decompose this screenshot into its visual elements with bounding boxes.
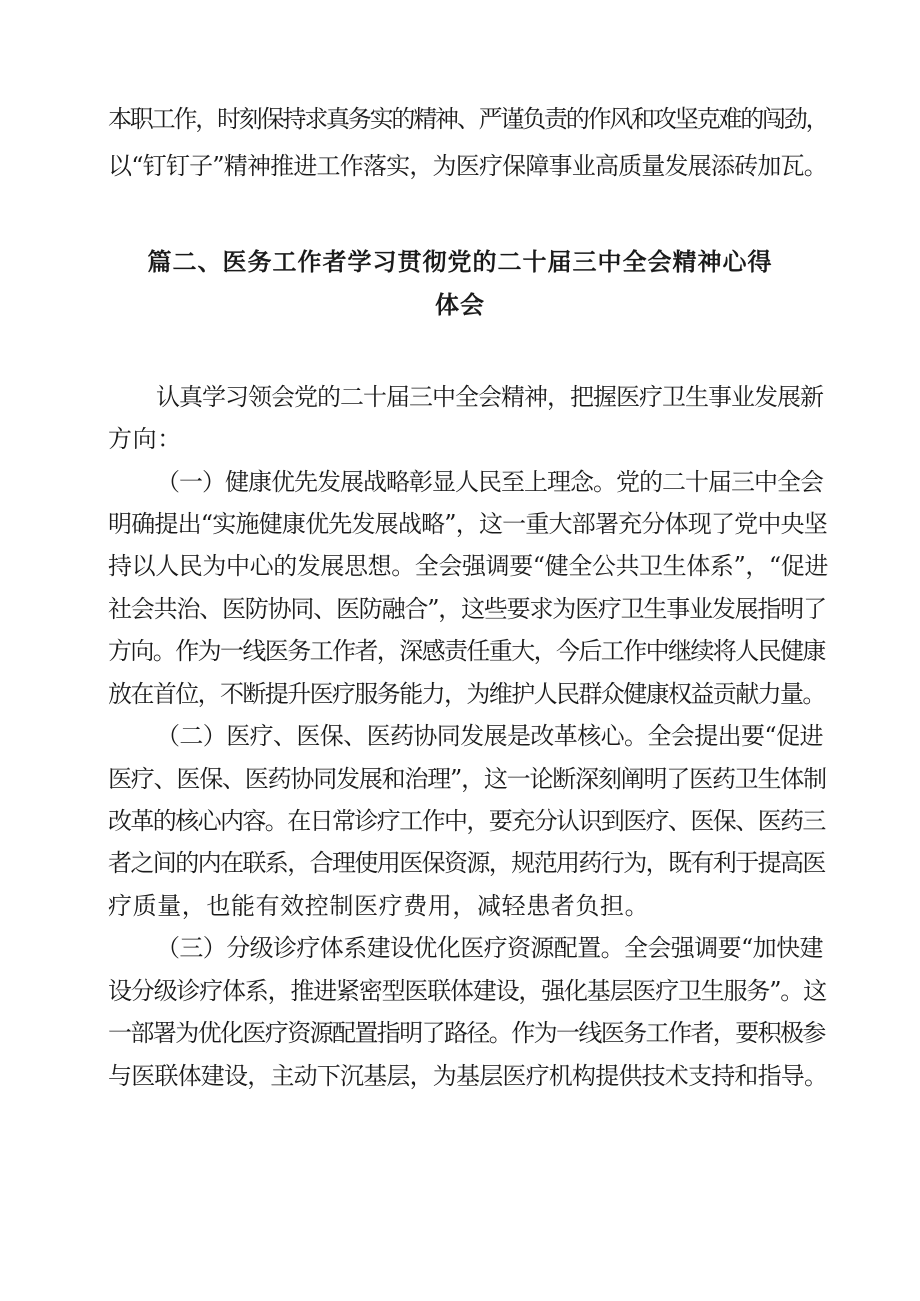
text-line: 明确提出“实施健康优先发展战略”，这一重大部署充分体现了党中央坚 (108, 510, 827, 538)
text-line: （三）分级诊疗体系建设优化医疗资源配置。全会强调要“加快建 (156, 934, 823, 962)
text-line: 者之间的内在联系，合理使用医保资源，规范用药行为，既有利于提高医 (108, 849, 825, 877)
text-line: （二）医疗、医保、医药协同发展是改革核心。全会提出要“促进 (156, 722, 823, 750)
text-line: 社会共治、医防协同、医防融合”，这些要求为医疗卫生事业发展指明了 (108, 595, 826, 623)
text-line: 设分级诊疗体系，推进紧密型医联体建设，强化基层医疗卫生服务”。这 (108, 977, 826, 1005)
text-line: 医疗、医保、医药协同发展和治理”，这一论断深刻阐明了医药卫生体制 (108, 765, 826, 793)
text-line: 本职工作，时刻保持求真务实的精神、严谨负责的作风和攻坚克难的闯劲， (108, 105, 828, 133)
text-line: 以“钉钉子”精神推进工作落实，为医疗保障事业高质量发展添砖加瓦。 (108, 152, 827, 180)
text-line: 与医联体建设，主动下沉基层，为基层医疗机构提供技术支持和指导。 (108, 1062, 828, 1090)
text-line: 改革的核心内容。在日常诊疗工作中，要充分认识到医疗、医保、医药三 (108, 807, 825, 835)
text-line: 放在首位，不断提升医疗服务能力，为维护人民群众健康权益贡献力量。 (108, 680, 825, 708)
title-line: 体会 (435, 291, 485, 319)
text-line: 方向： (108, 425, 182, 453)
title-line: 篇二、医务工作者学习贯彻党的二十届三中全会精神心得 (147, 248, 773, 276)
text-line: 持以人民为中心的发展思想。全会强调要“健全公共卫生体系”，“促进 (108, 552, 828, 580)
text-line: 一部署为优化医疗资源配置指明了路径。作为一线医务工作者，要积极参 (108, 1019, 825, 1047)
text-line: 认真学习领会党的二十届三中全会精神，把握医疗卫生事业发展新 (156, 383, 823, 411)
text-line: （一）健康优先发展战略彰显人民至上理念。党的二十届三中全会 (156, 468, 823, 496)
text-line: 方向。作为一线医务工作者，深感责任重大，今后工作中继续将人民健康 (108, 637, 825, 665)
text-line: 疗质量，也能有效控制医疗费用，减轻患者负担。 (108, 892, 650, 920)
